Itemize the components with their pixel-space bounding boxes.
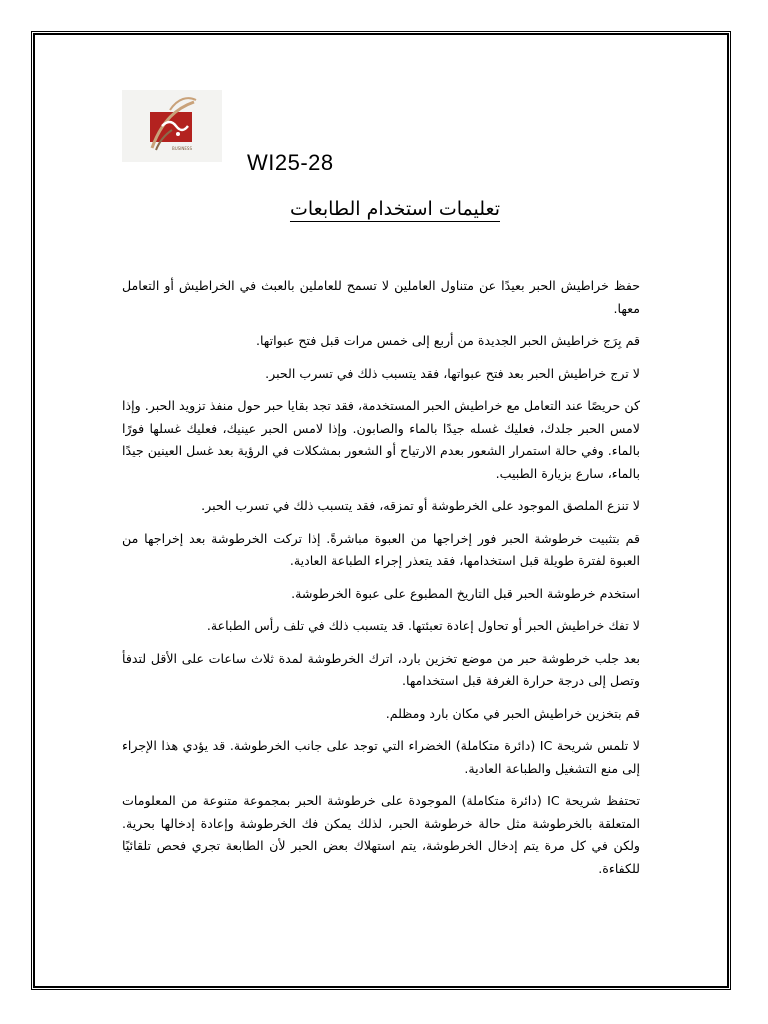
svg-text:BUSINESS: BUSINESS — [172, 146, 192, 151]
document-code: WI25-28 — [247, 150, 334, 175]
instruction-paragraph: قم بتخزين خراطيش الحبر في مكان بارد ومظلم. — [385, 705, 640, 721]
instruction-paragraph: بعد جلب خرطوشة حبر من موضع تخزين بارد، اترك الخرطوشة لمدة ثلاث ساعات على الأقل لتدفأ وتصل إلى درجة حرارة الغرفة قبل استخدامها. — [122, 650, 640, 688]
instruction-paragraph: استخدم خرطوشة الحبر قبل التاريخ المطبوع على عبوة الخرطوشة. — [291, 585, 640, 601]
instruction-paragraph: قم بِرَج خراطيش الحبر الجديدة من أربع إلى خمس مرات قبل فتح عبواتها. — [255, 333, 640, 348]
instructions-body — [122, 275, 640, 890]
instruction-paragraph: حفظ خراطيش الحبر بعيدًا عن متناول العاملين لا تسمح للعاملين بالعبث في الخراطيش أو التعامل معها. — [122, 278, 640, 316]
instruction-paragraph: قم بتثبيت خرطوشة الحبر فور إخراجها من العبوة مباشرةً. إذا تركت الخرطوشة بعد إخراجها من العبوة لفترة طويلة قبل استخدامها، فقد يتعذر إجراء الطباعة العادية. — [122, 530, 640, 568]
instruction-paragraph: لا تلمس شريحة IC (دائرة متكاملة) الخضراء التي توجد على جانب الخرطوشة. قد يؤدي هذا الإجراء إلى منع التشغيل والطباعة العادية. — [122, 738, 640, 776]
instruction-paragraph: كن حريصًا عند التعامل مع خراطيش الحبر المستخدمة، فقد تجد بقايا حبر حول منفذ تزويد الحبر. وإذا لامس الحبر جلدك، فعليك غسله جيدًا بالماء والصابون. وإذا لامس الحبر عينيك، فعليك غسلها فورًا بالماء. وفي حالة استمرار الشعور بعدم الارتياح أو الشعور بمشكلات في الرؤية بعد غسل العينين جيدًا بالماء، سارع بزيارة الطبيب. — [122, 398, 640, 481]
company-logo-icon — [122, 90, 222, 162]
document-title — [150, 198, 640, 220]
instruction-paragraph: تحتفظ شريحة IC (دائرة متكاملة) الموجودة على خرطوشة الحبر بمجموعة متنوعة من المعلومات المتعلقة بالخرطوشة مثل حالة خرطوشة الحبر، لذلك يمكن فك الخرطوشة وإعادة إدخالها بحرية. ولكن في كل مرة يتم إدخال الخرطوشة، يتم استهلاك بعض الحبر لأن الطابعة تجري فحص تلقائيًا للكفاءة. — [122, 793, 640, 876]
instruction-paragraph: لا تنزع الملصق الموجود على الخرطوشة أو تمزقه، فقد يتسبب ذلك في تسرب الحبر. — [201, 498, 640, 513]
instruction-paragraph: لا ترج خراطيش الحبر بعد فتح عبواتها، فقد يتسبب ذلك في تسرب الحبر. — [265, 365, 640, 381]
document-title-text: تعليمات استخدام الطابعات — [289, 198, 500, 220]
instruction-paragraph: لا تفك خراطيش الحبر أو تحاول إعادة تعبئتها. قد يتسبب ذلك في تلف رأس الطباعة. — [206, 618, 640, 633]
